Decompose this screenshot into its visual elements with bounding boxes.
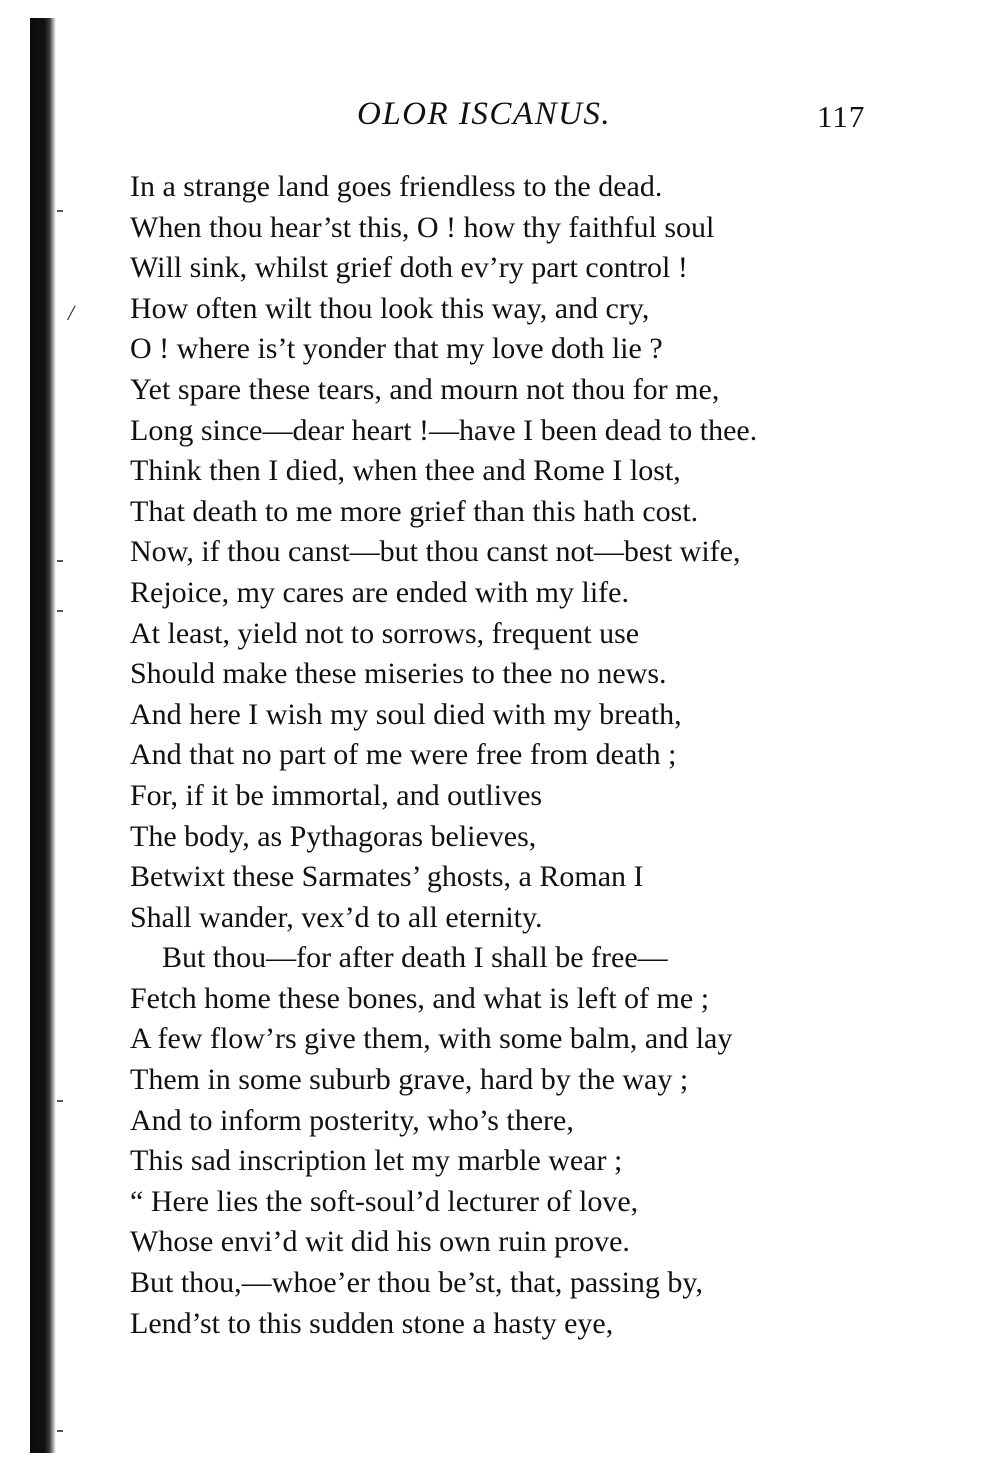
poem-line: That death to me more grief than this hath cost. — [130, 494, 699, 528]
poem-line: And here I wish my soul died with my breath, — [130, 697, 682, 731]
poem-line: But thou,—whoe’er thou be’st, that, passing by, — [130, 1266, 703, 1300]
poem-line: Shall wander, vex’d to all eternity. — [130, 900, 543, 934]
poem-line: And to inform posterity, who’s there, — [130, 1103, 574, 1137]
poem-line: When thou hear’st this, O ! how thy faithful soul — [130, 210, 715, 244]
poem-line: Should make these miseries to thee no news. — [130, 657, 667, 691]
poem-line: “ Here lies the soft-soul’d lecturer of love, — [130, 1184, 639, 1218]
edge-speck — [57, 210, 63, 212]
running-head — [0, 96, 987, 146]
poem-line: Them in some suburb grave, hard by the way ; — [130, 1063, 689, 1097]
poem-line: For, if it be immortal, and outlives — [130, 778, 543, 812]
margin-mark: / — [68, 300, 75, 325]
edge-speck — [57, 1430, 63, 1432]
poem-line: How often wilt thou look this way, and cry, — [130, 291, 650, 325]
poem-line: Long since—dear heart !—have I been dead to thee. — [130, 413, 758, 447]
poem-line: At least, yield not to sorrows, frequent use — [130, 616, 640, 650]
edge-speck — [57, 1100, 63, 1102]
poem-line: And that no part of me were free from death ; — [130, 738, 677, 772]
edge-speck — [57, 560, 63, 562]
running-title: OLOR ISCANUS. — [357, 96, 612, 132]
page-binding-edge — [30, 18, 56, 1453]
poem-line: Yet spare these tears, and mourn not thou for me, — [130, 372, 720, 406]
poem-line: This sad inscription let my marble wear ; — [130, 1144, 623, 1178]
poem-line: Fetch home these bones, and what is left of me ; — [130, 981, 710, 1015]
poem-line: Think then I died, when thee and Rome I lost, — [130, 454, 681, 488]
poem-line: Whose envi’d wit did his own ruin prove. — [130, 1225, 630, 1259]
poem-line: Rejoice, my cares are ended with my life. — [130, 575, 629, 609]
poem-line: Lend’st to this sudden stone a hasty eye, — [130, 1306, 614, 1340]
poem-line: In a strange land goes friendless to the dead. — [130, 170, 663, 203]
page-number: 117 — [817, 99, 866, 134]
poem-line: A few flow’rs give them, with some balm, and lay — [130, 1022, 733, 1056]
poem-line: Will sink, whilst grief doth ev’ry part control ! — [130, 251, 688, 285]
poem-line: Betwixt these Sarmates’ ghosts, a Roman I — [130, 860, 644, 894]
poem-body — [130, 167, 910, 1344]
poem-line: But thou—for after death I shall be free— — [162, 941, 668, 975]
poem-line: O ! where is’t yonder that my love doth lie ? — [130, 332, 663, 366]
poem-line: Now, if thou canst—but thou canst not—best wife, — [130, 535, 741, 569]
edge-speck — [57, 610, 63, 612]
poem-line: The body, as Pythagoras believes, — [130, 819, 537, 853]
